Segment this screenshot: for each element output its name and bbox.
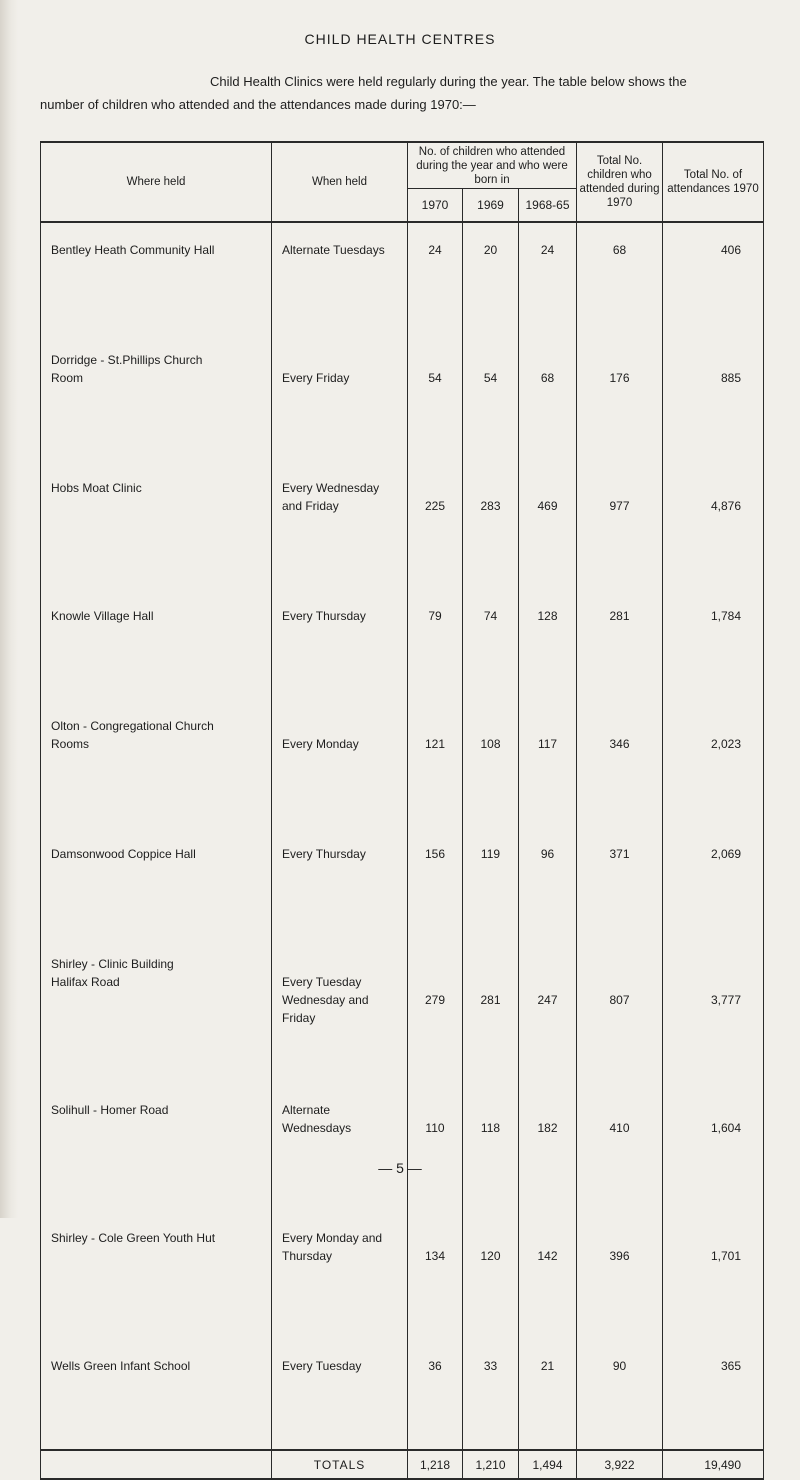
cell-born-1969: [463, 461, 519, 589]
cell-born-1968-65-value: 24: [540, 243, 555, 257]
cell-born-1969-value: 119: [480, 847, 501, 861]
table-body: [41, 222, 764, 1479]
cell-born-1968-65-value: 21: [540, 1359, 555, 1373]
page-title: CHILD HEALTH CENTRES: [304, 31, 496, 47]
cell-born-1970-value: 79: [428, 609, 442, 623]
cell-total-children: [577, 222, 663, 333]
cell-when-held-line: Wednesday and: [282, 993, 369, 1007]
header-total-attendances: Total No. of attendances 1970: [663, 142, 764, 222]
cell-where-held: [41, 589, 272, 699]
cell-where-held-line: Bentley Heath Community Hall: [51, 243, 215, 257]
cell-total-attendances: [663, 333, 764, 461]
cell-total-children: [577, 937, 663, 1083]
cell-born-1968-65: [519, 937, 577, 1083]
cell-born-1969-value: 74: [483, 609, 498, 623]
cell-when-held-line: Wednesdays: [282, 1121, 352, 1135]
table-row: [41, 589, 764, 699]
cell-born-1970-value: 36: [428, 1359, 442, 1373]
cell-born-1969: [463, 1339, 519, 1450]
cell-where-held: [41, 222, 272, 333]
cell-born-1968-65: [519, 333, 577, 461]
cell-total-children-value: 396: [609, 1249, 630, 1263]
cell-born-1970-value: 134: [424, 1249, 446, 1263]
header-born-in-group: No. of children who attended during the year and who were born in: [408, 142, 577, 189]
cell-born-1968-65: [519, 699, 577, 827]
cell-total-attendances: [663, 589, 764, 699]
cell-born-1969-value: 281: [480, 993, 501, 1007]
cell-born-1970-value: 110: [425, 1121, 445, 1135]
table-row: [41, 222, 764, 333]
cell-born-1968-65-value: 469: [537, 499, 558, 513]
table-row: [41, 1339, 764, 1450]
cell-where-held-line: Hobs Moat Clinic: [51, 481, 142, 495]
cell-total-children: [577, 827, 663, 937]
table-row: [41, 937, 764, 1083]
cell-born-1970: [408, 222, 463, 333]
cell-when-held-line: Every Tuesday: [282, 1359, 362, 1373]
cell-total-children-value: 346: [609, 737, 630, 751]
cell-where-held-line: Solihull - Homer Road: [51, 1103, 169, 1117]
cell-total-children-value: 90: [612, 1359, 627, 1373]
header-where-held: Where held: [41, 142, 272, 222]
cell-total-attendances-value: 4,876: [710, 499, 742, 513]
cell-born-1970-value: 54: [428, 371, 442, 385]
header-year-1968-65: 1968-65: [519, 189, 577, 223]
header-year-1969: 1969: [463, 189, 519, 223]
cell-total-attendances-value: 1,784: [710, 609, 742, 623]
cell-born-1969-value: 120: [480, 1249, 501, 1263]
cell-born-1968-65: [519, 827, 577, 937]
cell-when-held: [272, 937, 408, 1083]
cell-where-held-line: Knowle Village Hall: [51, 609, 154, 623]
cell-total-attendances-value: 1,604: [710, 1121, 742, 1135]
cell-total-children-value: 807: [609, 993, 630, 1007]
cell-born-1970: [408, 937, 463, 1083]
page-number: — 5 —: [378, 1160, 422, 1176]
cell-total-attendances: [663, 1339, 764, 1450]
cell-total-children-value: 371: [609, 847, 630, 861]
cell-total-attendances: [663, 1211, 764, 1339]
cell-born-1970: [408, 589, 463, 699]
table-row: [41, 461, 764, 589]
cell-when-held-line: Every Tuesday: [282, 975, 362, 989]
cell-born-1968-65: [519, 1339, 577, 1450]
cell-when-held: [272, 222, 408, 333]
cell-born-1968-65: [519, 589, 577, 699]
cell-born-1970: [408, 461, 463, 589]
cell-when-held-line: Every Friday: [282, 371, 350, 385]
intro-line-2: number of children who attended and the attendances made during 1970:—: [40, 97, 476, 112]
table-row: [41, 699, 764, 827]
cell-total-children-value: 281: [609, 609, 630, 623]
cell-born-1968-65: [519, 1083, 577, 1211]
intro-line-1: Child Health Clinics were held regularly during the year. The table below shows the: [210, 74, 687, 89]
totals-1970: 1,218: [408, 1450, 463, 1479]
cell-total-attendances-value: 406: [720, 243, 742, 257]
cell-born-1968-65: [519, 461, 577, 589]
cell-when-held-line: Every Thursday: [282, 847, 366, 861]
cell-born-1970: [408, 1339, 463, 1450]
cell-born-1970: [408, 333, 463, 461]
cell-born-1969: [463, 333, 519, 461]
cell-when-held: [272, 1339, 408, 1450]
cell-when-held-line: and Friday: [282, 499, 339, 513]
cell-born-1969-value: 54: [483, 371, 498, 385]
cell-where-held-line: Wells Green Infant School: [51, 1359, 191, 1373]
cell-total-attendances: [663, 461, 764, 589]
cell-where-held-line: Room: [51, 371, 84, 385]
cell-total-children: [577, 333, 663, 461]
cell-where-held: [41, 1211, 272, 1339]
cell-born-1968-65-value: 68: [540, 371, 555, 385]
cell-when-held-line: Thursday: [282, 1249, 333, 1263]
cell-total-children: [577, 699, 663, 827]
cell-born-1970-value: 156: [424, 847, 446, 861]
cell-total-attendances-value: 3,777: [710, 993, 742, 1007]
cell-born-1969-value: 118: [480, 1121, 501, 1135]
cell-where-held-line: Damsonwood Coppice Hall: [51, 847, 196, 861]
cell-born-1969-value: 33: [483, 1359, 498, 1373]
table-row: [41, 827, 764, 937]
cell-where-held: [41, 1083, 272, 1211]
cell-total-children: [577, 589, 663, 699]
cell-when-held: [272, 827, 408, 937]
cell-where-held-line: Shirley - Clinic Building: [51, 957, 174, 971]
cell-born-1969-value: 108: [480, 737, 501, 751]
totals-children: 3,922: [577, 1450, 663, 1479]
cell-where-held: [41, 461, 272, 589]
totals-1968-65: 1,494: [519, 1450, 577, 1479]
cell-born-1970-value: 225: [424, 499, 446, 513]
cell-born-1970-value: 279: [424, 993, 446, 1007]
cell-born-1970-value: 24: [428, 243, 442, 257]
table-row: [41, 1211, 764, 1339]
cell-when-held: [272, 333, 408, 461]
cell-when-held-line: Every Monday: [282, 737, 359, 751]
totals-row: [41, 1450, 764, 1479]
cell-born-1968-65-value: 182: [537, 1121, 558, 1135]
cell-total-attendances: [663, 937, 764, 1083]
cell-born-1970-value: 121: [424, 737, 446, 751]
cell-born-1968-65: [519, 222, 577, 333]
cell-total-children-value: 68: [612, 243, 627, 257]
intro-paragraph: [40, 70, 780, 116]
cell-born-1969: [463, 937, 519, 1083]
cell-total-children-value: 977: [609, 499, 630, 513]
cell-total-attendances: [663, 827, 764, 937]
cell-when-held: [272, 461, 408, 589]
cell-when-held-line: Alternate: [282, 1103, 331, 1117]
header-year-1970: 1970: [408, 189, 463, 223]
cell-born-1969: [463, 699, 519, 827]
cell-when-held: [272, 699, 408, 827]
header-total-children: Total No. children who attended during 1970: [577, 142, 663, 222]
cell-when-held-line: Alternate Tuesdays: [282, 243, 385, 257]
cell-total-children-value: 176: [609, 371, 630, 385]
cell-born-1970: [408, 1083, 463, 1211]
cell-born-1969: [463, 1211, 519, 1339]
cell-born-1970: [408, 1211, 463, 1339]
cell-when-held-line: Friday: [282, 1011, 316, 1025]
totals-attendances: 19,490: [663, 1450, 764, 1479]
cell-total-attendances-value: 365: [720, 1359, 742, 1373]
clinics-table: [40, 141, 764, 1480]
cell-born-1969: [463, 1083, 519, 1211]
cell-total-children: [577, 1339, 663, 1450]
cell-when-held: [272, 1211, 408, 1339]
page-edge-shadow: [0, 0, 18, 1218]
cell-when-held: [272, 1083, 408, 1211]
cell-where-held: [41, 937, 272, 1083]
cell-total-attendances: [663, 222, 764, 333]
cell-total-children: [577, 1211, 663, 1339]
cell-when-held-line: Every Thursday: [282, 609, 366, 623]
cell-total-attendances-value: 2,023: [710, 737, 742, 751]
cell-born-1970: [408, 827, 463, 937]
cell-where-held: [41, 333, 272, 461]
cell-where-held-line: Shirley - Cole Green Youth Hut: [51, 1231, 216, 1245]
cell-where-held-line: Olton - Congregational Church: [51, 719, 214, 733]
cell-when-held-line: Every Monday and: [282, 1231, 383, 1245]
totals-label: TOTALS: [272, 1450, 408, 1479]
cell-born-1968-65-value: 142: [537, 1249, 558, 1263]
totals-blank-cell: [41, 1450, 272, 1479]
cell-born-1969-value: 20: [483, 243, 498, 257]
cell-born-1968-65-value: 117: [537, 737, 558, 751]
cell-total-attendances-value: 1,701: [710, 1249, 742, 1263]
cell-born-1969: [463, 589, 519, 699]
cell-total-children-value: 410: [609, 1121, 630, 1135]
cell-where-held-line: Dorridge - St.Phillips Church: [51, 353, 203, 367]
cell-born-1968-65-value: 128: [537, 609, 558, 623]
cell-born-1968-65: [519, 1211, 577, 1339]
cell-where-held: [41, 827, 272, 937]
cell-born-1970: [408, 699, 463, 827]
table-row: [41, 333, 764, 461]
cell-total-attendances-value: 885: [720, 371, 742, 385]
cell-born-1969: [463, 827, 519, 937]
table-row: [41, 1083, 764, 1211]
cell-total-children: [577, 1083, 663, 1211]
cell-where-held: [41, 1339, 272, 1450]
cell-born-1969-value: 283: [480, 499, 501, 513]
cell-when-held: [272, 589, 408, 699]
cell-born-1968-65-value: 247: [537, 993, 558, 1007]
cell-total-attendances-value: 2,069: [710, 847, 742, 861]
cell-total-attendances: [663, 1083, 764, 1211]
cell-total-children: [577, 461, 663, 589]
cell-where-held: [41, 699, 272, 827]
cell-born-1969: [463, 222, 519, 333]
cell-when-held-line: Every Wednesday: [282, 481, 380, 495]
cell-where-held-line: Halifax Road: [51, 975, 120, 989]
totals-1969: 1,210: [463, 1450, 519, 1479]
header-when-held: When held: [272, 142, 408, 222]
cell-total-attendances: [663, 699, 764, 827]
cell-born-1968-65-value: 96: [540, 847, 555, 861]
cell-where-held-line: Rooms: [51, 737, 90, 751]
